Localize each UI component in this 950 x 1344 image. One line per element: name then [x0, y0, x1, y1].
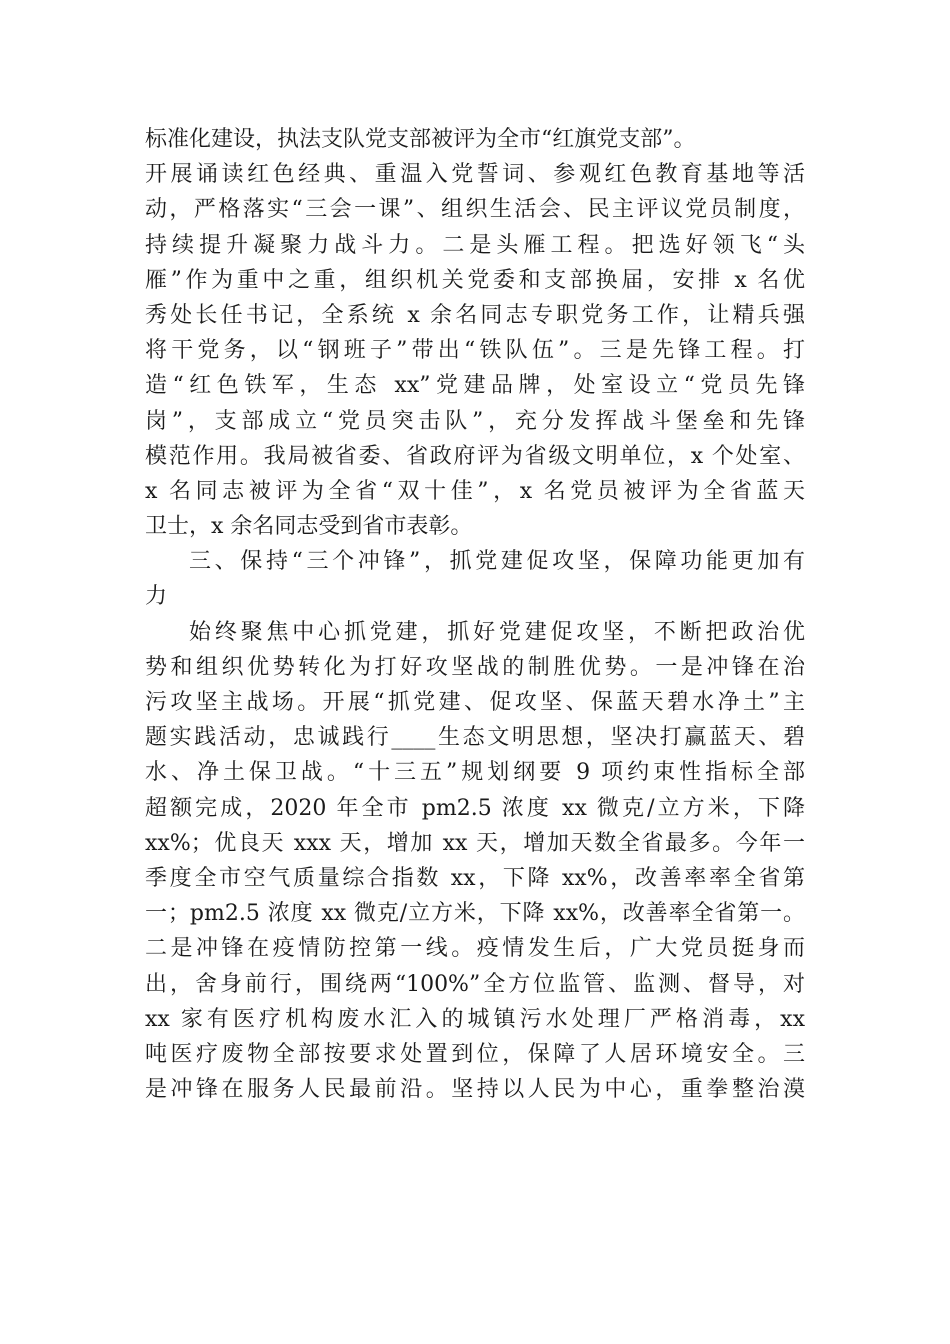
text-line: 力 — [145, 584, 168, 610]
body-text — [145, 122, 805, 1107]
text-line: 标准化建设，执法支队党支部被评为全市“红旗党支部”。 — [145, 127, 696, 152]
text-line: 动，严格落实“三会一课”、组织生活会、民主评议党员制度， — [145, 197, 805, 223]
text-line: 雁”作为重中之重，组织机关党委和支部换届，安排 x 名优 — [145, 267, 805, 293]
text-line: 污攻坚主战场。开展“抓党建、促攻坚、保蓝天碧水净土”主 — [145, 690, 805, 715]
text-line: 吨医疗废物全部按要求处置到位，保障了人居环境安全。三 — [145, 1041, 805, 1067]
text-line: xx 家有医疗机构废水汇入的城镇污水处理厂严格消毒，xx — [145, 1006, 805, 1032]
text-line: 造“红色铁军，生态 xx”党建品牌，处室设立“党员先锋 — [145, 373, 805, 399]
text-line: 水、净土保卫战。“十三五”规划纲要 9 项约束性指标全部 — [145, 760, 805, 786]
text-line: 始终聚焦中心抓党建，抓好党建促攻坚，不断把政治优 — [189, 619, 805, 645]
text-line: 将干党务，以“钢班子”带出“铁队伍”。三是先锋工程。打 — [145, 338, 805, 364]
text-line: 持续提升凝聚力战斗力。二是头雁工程。把选好领飞“头 — [145, 232, 805, 258]
text-line: 卫士，x 余名同志受到省市表彰。 — [145, 514, 473, 540]
text-line: 题实践活动，忠诚践行____生态文明思想，坚决打赢蓝天、碧 — [145, 725, 805, 751]
text-line: xx%；优良天 xxx 天，增加 xx 天，增加天数全省最多。今年一 — [145, 830, 805, 856]
text-line: 一；pm2.5 浓度 xx 微克/立方米，下降 xx%，改善率全省第一。 — [145, 901, 805, 927]
text-line: 开展诵读红色经典、重温入党誓词、参观红色教育基地等活 — [145, 162, 805, 188]
text-line: 岗”，支部成立“党员突击队”，充分发挥战斗堡垒和先锋 — [145, 408, 805, 434]
text-line: x 名同志被评为全省“双十佳”，x 名党员被评为全省蓝天 — [145, 478, 805, 504]
text-line: 三、保持“三个冲锋”，抓党建促攻坚，保障功能更加有 — [189, 549, 805, 575]
text-line: 出，舍身前行，围绕两“100%”全方位监管、监测、督导，对 — [145, 971, 805, 997]
text-line: 超额完成，2020 年全市 pm2.5 浓度 xx 微克/立方米，下降 — [145, 795, 805, 821]
text-line: 势和组织优势转化为打好攻坚战的制胜优势。一是冲锋在治 — [145, 654, 805, 680]
text-line: 是冲锋在服务人民最前沿。坚持以人民为中心，重拳整治漠 — [145, 1077, 805, 1103]
text-line: 二是冲锋在疫情防控第一线。疫情发生后，广大党员挺身而 — [145, 936, 805, 962]
text-line: 秀处长任书记，全系统 x 余名同志专职党务工作，让精兵强 — [145, 302, 805, 328]
text-line: 模范作用。我局被省委、省政府评为省级文明单位，x 个处室、 — [145, 443, 805, 469]
text-line: 季度全市空气质量综合指数 xx，下降 xx%，改善率率全省第 — [145, 865, 805, 891]
